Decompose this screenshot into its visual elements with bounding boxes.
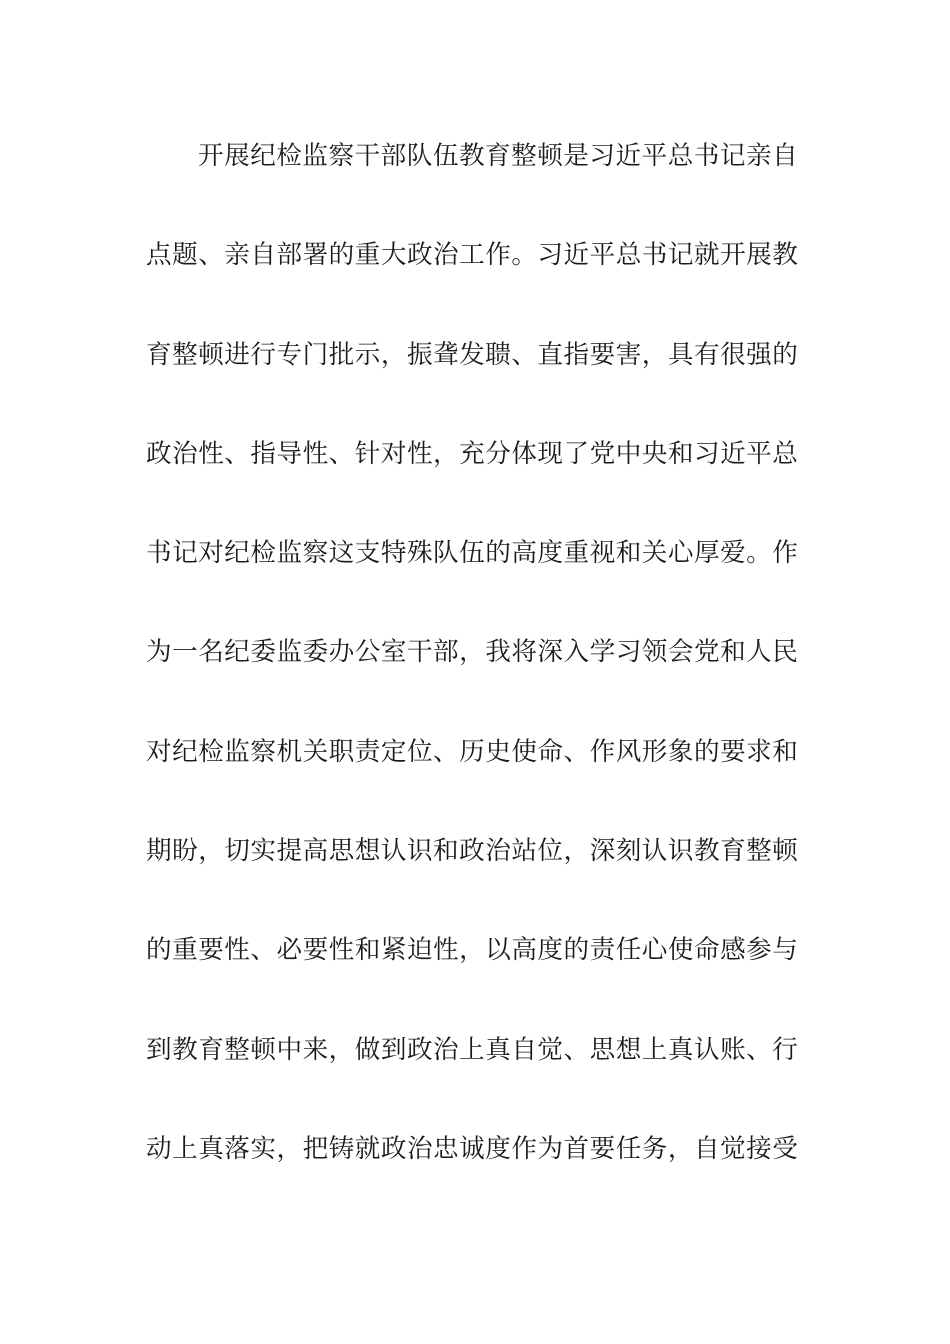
text-line: 的重要性、必要性和紧迫性，以高度的责任心使命感参与 (146, 935, 799, 966)
text-line: 点题、亲自部署的重大政治工作。习近平总书记就开展教 (146, 240, 799, 271)
text-line: 开展纪检监察干部队伍教育整顿是习近平总书记亲自 (198, 141, 799, 171)
text-line: 为一名纪委监委办公室干部，我将深入学习领会党和人民 (146, 637, 799, 668)
text-line: 到教育整顿中来，做到政治上真自觉、思想上真认账、行 (146, 1034, 799, 1065)
text-line: 动上真落实，把铸就政治忠诚度作为首要任务，自觉接受 (146, 1133, 799, 1164)
body-paragraph (146, 131, 810, 1223)
text-line: 期盼，切实提高思想认识和政治站位，深刻认识教育整顿 (146, 836, 799, 867)
text-line: 对纪检监察机关职责定位、历史使命、作风形象的要求和 (146, 736, 799, 767)
text-line: 育整顿进行专门批示，振聋发聩、直指要害，具有很强的 (146, 339, 799, 370)
text-line: 政治性、指导性、针对性，充分体现了党中央和习近平总 (146, 438, 799, 469)
text-line: 书记对纪检监察这支特殊队伍的高度重视和关心厚爱。作 (146, 538, 799, 569)
